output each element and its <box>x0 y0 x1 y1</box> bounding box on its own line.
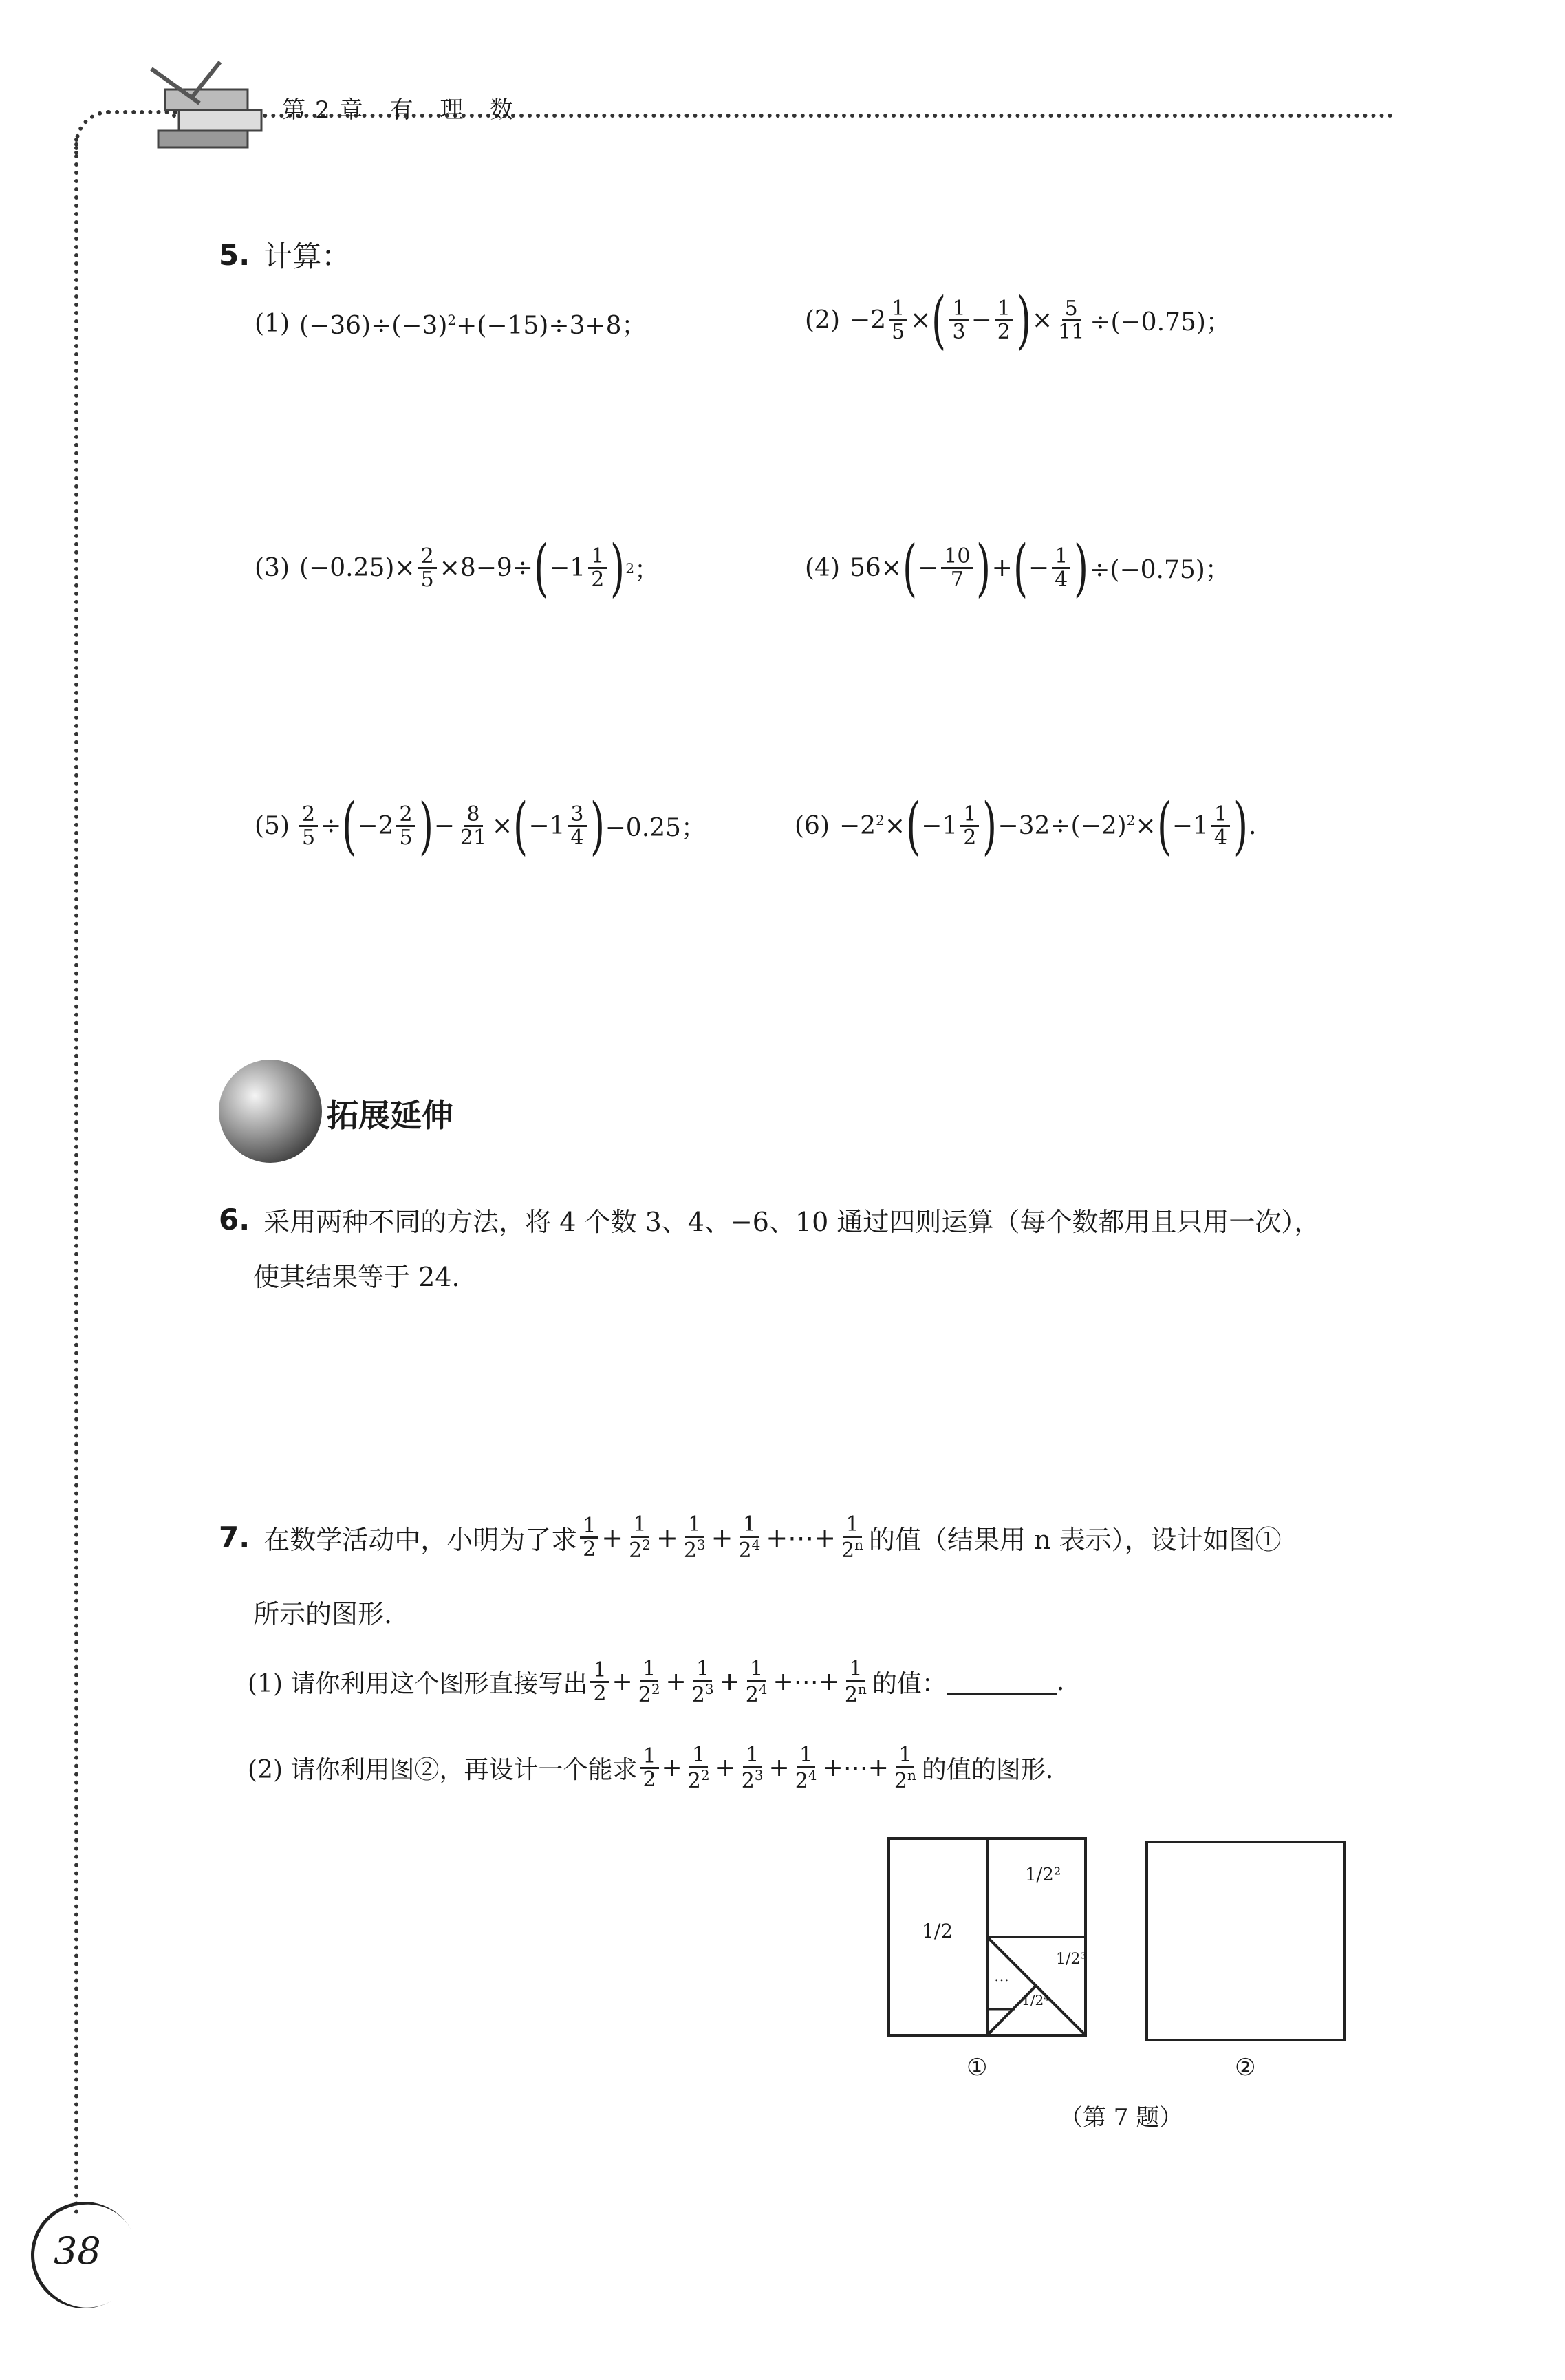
q5-part3: (3) (−0.25)× $\frac{2}{5}$ ×8−9÷ ( −1 $\frac{1}{2}$ ) 2 ； <box>255 532 660 604</box>
fig1-dots-label: … <box>994 1968 1009 1985</box>
q5-number: 5. <box>219 237 250 272</box>
q5-part3-label: (3) <box>255 554 290 582</box>
q5-part1-label: (1) <box>255 310 290 338</box>
q6-text-line1: 采用两种不同的方法，将 4 个数 3、4、−6、10 通过四则运算（每个数都用且只用一次）， <box>263 1207 1321 1237</box>
q6-number: 6. <box>219 1203 250 1236</box>
answer-blank[interactable] <box>947 1669 1057 1695</box>
q6-text-line2: 使其结果等于 24. <box>253 1262 460 1292</box>
q7-line1: 7. 在数学活动中，小明为了求 $\frac{1}{2}$ + $\frac{1}{2^2}$ + $\frac{1}{2^3}$ + $\frac{1}{2^4}$ +⋯+ $\frac{1}{2^n}$ 的值（结果用 n 表示），设计如图① <box>219 1512 1282 1563</box>
q7-part1-text: (1) 请你利用这个图形直接写出 <box>248 1670 588 1698</box>
q5-part4: (4) 56× ( − $\frac{10}{7}$ ) + ( − $\frac{1}{4}$ ) ÷(−0.75)； <box>805 532 1230 604</box>
fig1-half-label: 1/2 <box>922 1920 953 1942</box>
page-number: 38 <box>54 2229 101 2273</box>
q5-part2: (2) −2 $\frac{1}{5}$ × ( $\frac{1}{3}$ − $\frac{1}{2}$ ) × $\frac{5}{11}$ ÷(−0.75)； <box>805 284 1231 356</box>
q5-title: 计算： <box>263 239 351 273</box>
q5-part6-label: (6) <box>795 812 830 840</box>
books-logo-icon <box>138 55 275 151</box>
q7-part2-text: (2) 请你利用图②，再设计一个能求 <box>248 1756 638 1784</box>
q5-part5-label: (5) <box>255 812 290 840</box>
chapter-header: 第2章 有 理 数 <box>282 96 524 124</box>
q7-number: 7. <box>219 1521 250 1554</box>
q5-heading <box>219 234 350 275</box>
q5-part5: (5) $\frac{2}{5}$ ÷ ( −2 $\frac{2}{5}$ ) − $\frac{8}{21}$ × ( −1 $\frac{3}{4}$ ) −0.25； <box>255 790 706 862</box>
fig1-caption: ① <box>967 2054 988 2081</box>
q5-part2-label: (2) <box>805 306 840 334</box>
q5-part4-label: (4) <box>805 554 840 582</box>
q5-part6: (6) $-2^2\times$ ( −1 $\frac{1}{2}$ ) $-32\div(-2)^2\times$ ( −1 $\frac{1}{4}$ ) . <box>795 790 1257 862</box>
figure-1 <box>887 1837 1094 2044</box>
q7-text-a: 在数学活动中，小明为了求 <box>263 1525 578 1555</box>
q7-part2-suffix: 的值的图形. <box>921 1756 1054 1784</box>
fig1-eighth-label: 1/2³ <box>1056 1951 1087 1968</box>
fig1-sixteenth-label: 1/2⁴ <box>1022 1992 1050 2008</box>
figure-caption: （第 7 题） <box>1059 2104 1183 2132</box>
q7-part1: (1) 请你利用这个图形直接写出 $\frac{1}{2}$ + $\frac{1}{2^2}$ + $\frac{1}{2^3}$ + $\frac{1}{2^4}$ +⋯+ $\frac{1}{2^n}$ 的值： . <box>248 1657 1065 1707</box>
section-title: 拓展延伸 <box>327 1097 453 1134</box>
fig2-caption: ② <box>1235 2054 1256 2081</box>
section-badge-icon <box>219 1060 322 1163</box>
margin-dotted-rule <box>74 138 78 2216</box>
q7-part2: (2) 请你利用图②，再设计一个能求 $\frac{1}{2}$ + $\frac{1}{2^2}$ + $\frac{1}{2^3}$ + $\frac{1}{2^4}$ +⋯+ $\frac{1}{2^n}$ 的值的图形. <box>248 1743 1054 1793</box>
q7-text-line2: 所示的图形. <box>253 1599 393 1629</box>
figure-2[interactable] <box>1145 1841 1348 2044</box>
q7-part1-suffix: 的值： <box>872 1670 947 1698</box>
q5-part1: (1) $(-36)\div(-3)^2+(-15)\div 3+8$； <box>255 310 647 340</box>
q6-line1 <box>219 1201 1320 1239</box>
q7-text-b: 的值（结果用 n 表示），设计如图① <box>868 1525 1282 1555</box>
fig1-quarter-label: 1/2² <box>1025 1865 1061 1885</box>
q7-part1-end: . <box>1056 1668 1065 1696</box>
